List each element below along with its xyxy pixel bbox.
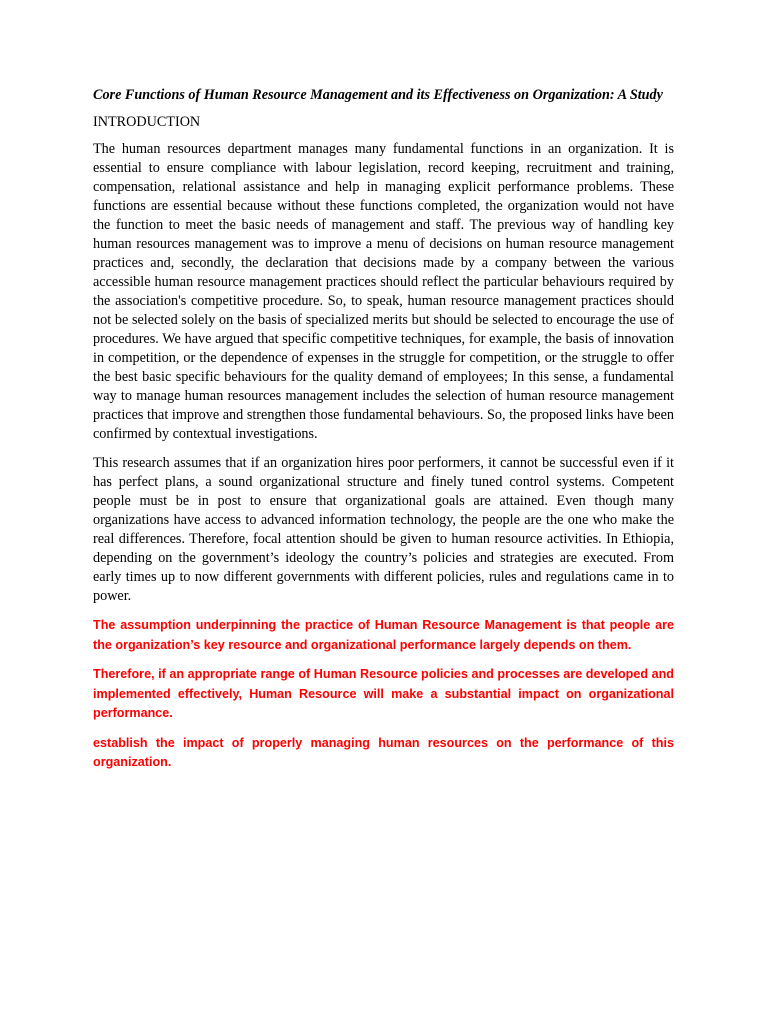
highlighted-paragraph: Therefore, if an appropriate range of Human Resource policies and processes are developed and implemented effectively, Human Resource will make a substantial impact on organizational performance.: [93, 667, 674, 720]
document-page: [93, 86, 674, 783]
body-paragraph: This research assumes that if an organization hires poor performers, it cannot be successful even if it has perfect plans, a sound organizational structure and finely tuned control systems. Competent people must be in post to ensure that organizational goals are attained. Even though many organizations have access to advanced information technology, the people are the one who make the real differences. Therefore, focal attention should be given to human resource activities. In Ethiopia, depending on the government’s ideology the country’s policies and strategies are executed. From early times up to now different governments with different policies, rules and regulations came in to power.: [93, 455, 674, 604]
highlighted-paragraph: establish the impact of properly managing human resources on the performance of this organization.: [93, 735, 674, 769]
highlighted-paragraph: The assumption underpinning the practice of Human Resource Management is that people are the organization’s key resource and organizational performance largely depends on them.: [93, 618, 674, 652]
section-heading: INTRODUCTION: [93, 114, 201, 130]
body-paragraph: The human resources department manages many fundamental functions in an organization. It is essential to ensure compliance with labour legislation, record keeping, recruitment and training, compensation, relational assistance and help in managing explicit performance problems. These functions are essential because without these functions completed, the organization would not have the function to meet the basic needs of management and staff. The previous way of handling key human resources management was to improve a menu of decisions on human resource management practices and, secondly, the declaration that decisions made by a company between the various accessible human resource management practices should reflect the particular behaviours required by the association's competitive procedure. So, to speak, human resource management practices should not be selected solely on the basis of specialized merits but should be selected to encourage the use of procedures. We have argued that specific competitive techniques, for example, the basis of innovation in competition, or the dependence of expenses in the struggle for competition, or the struggle to offer the best basic specific behaviours for the quality demand of employees; In this sense, a fundamental way to manage human resources management includes the selection of human resource management practices that improve and strengthen those fundamental behaviours. So, the proposed links have been confirmed by contextual investigations.: [93, 141, 674, 442]
document-title: Core Functions of Human Resource Management and its Effectiveness on Organization: A Study: [93, 87, 663, 103]
